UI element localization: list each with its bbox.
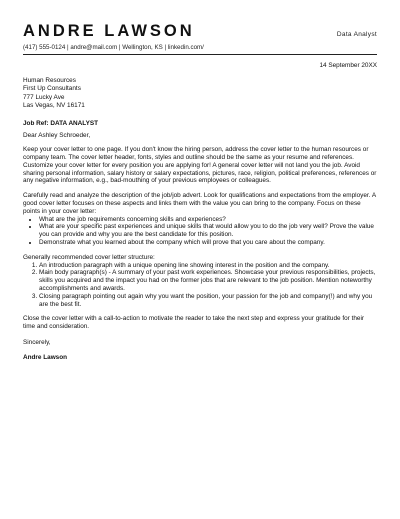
list-item: • Demonstrate what you learned about the company which will prove that you care about the company.	[39, 239, 377, 247]
body-paragraph: Generally recommended cover letter structure:	[23, 253, 155, 261]
recipient-line: Human Resources	[23, 77, 76, 84]
body-paragraph: Close the cover letter with a call-to-action to motivate the reader to take the next step and express your gratitude for their time and consideration.	[23, 315, 365, 331]
list-item: 2. Main body paragraph(s) - A summary of your past work experiences. Showcase your previous responsibilities, projects, skills you acquired and the impact you had on the former jobs that are relevant to the job position. Mention noteworthy accomplishments and awards.	[39, 269, 377, 292]
header-divider	[23, 54, 377, 55]
signature-name: Andre Lawson	[23, 353, 68, 361]
contact-line: (417) 555-0124 | andre@mail.com | Wellington, KS | linkedin.com/	[23, 44, 204, 51]
focus-points-list	[23, 216, 377, 247]
recipient-line: Las Vegas, NV 16171	[23, 101, 85, 109]
job-reference: Job Ref: DATA ANALYST	[23, 120, 99, 128]
body-paragraph: Keep your cover letter to one page. If you don't know the hiring person, address the cover letter to the human resources or company team. The cover letter header, fonts, styles and outline should be the same as your resume and references. Customize your cover letter for every position you are applying for! A general cover letter will not land you the job. Avoid sharing personal information, salary history or salary expectations, pictures, race, religion, political preferences, references or any negative information, e.g., bad-mouthing of your previous employees or colleagues.	[23, 146, 377, 185]
structure-list	[23, 262, 377, 309]
recipient-address	[23, 77, 377, 110]
closing-line: Sincerely,	[23, 338, 51, 346]
greeting: Dear Ashley Schroeder,	[23, 132, 91, 140]
applicant-name: ANDRE LAWSON	[23, 22, 195, 40]
list-item: • What are your specific past experiences and unique skills that would allow you to do the job very well? Prove the value you can provide and why you are the best candidate for this position.	[39, 223, 377, 239]
body-paragraph: Carefully read and analyze the description of the job/job advert. Look for qualifications and expectations from the employer. A good cover letter focuses on these aspects and links them with the value you can bring to the company. Focus on these points in your cover letter:	[23, 192, 376, 215]
applicant-role: Data Analyst	[336, 31, 377, 38]
letter-date: 14 September 20XX	[319, 62, 377, 69]
list-item: 1. An introduction paragraph with a unique opening line showing interest in the position and the company.	[39, 262, 377, 270]
list-item: • What are the job requirements concerning skills and experiences?	[39, 216, 377, 224]
recipient-line: 777 Lucky Ave	[23, 93, 65, 101]
list-item: 3. Closing paragraph pointing out again why you want the position, your passion for the job and company(!) and why you are the best fit.	[39, 293, 377, 309]
letter-header	[23, 22, 377, 41]
recipient-line: First Up Consultants	[23, 85, 81, 93]
